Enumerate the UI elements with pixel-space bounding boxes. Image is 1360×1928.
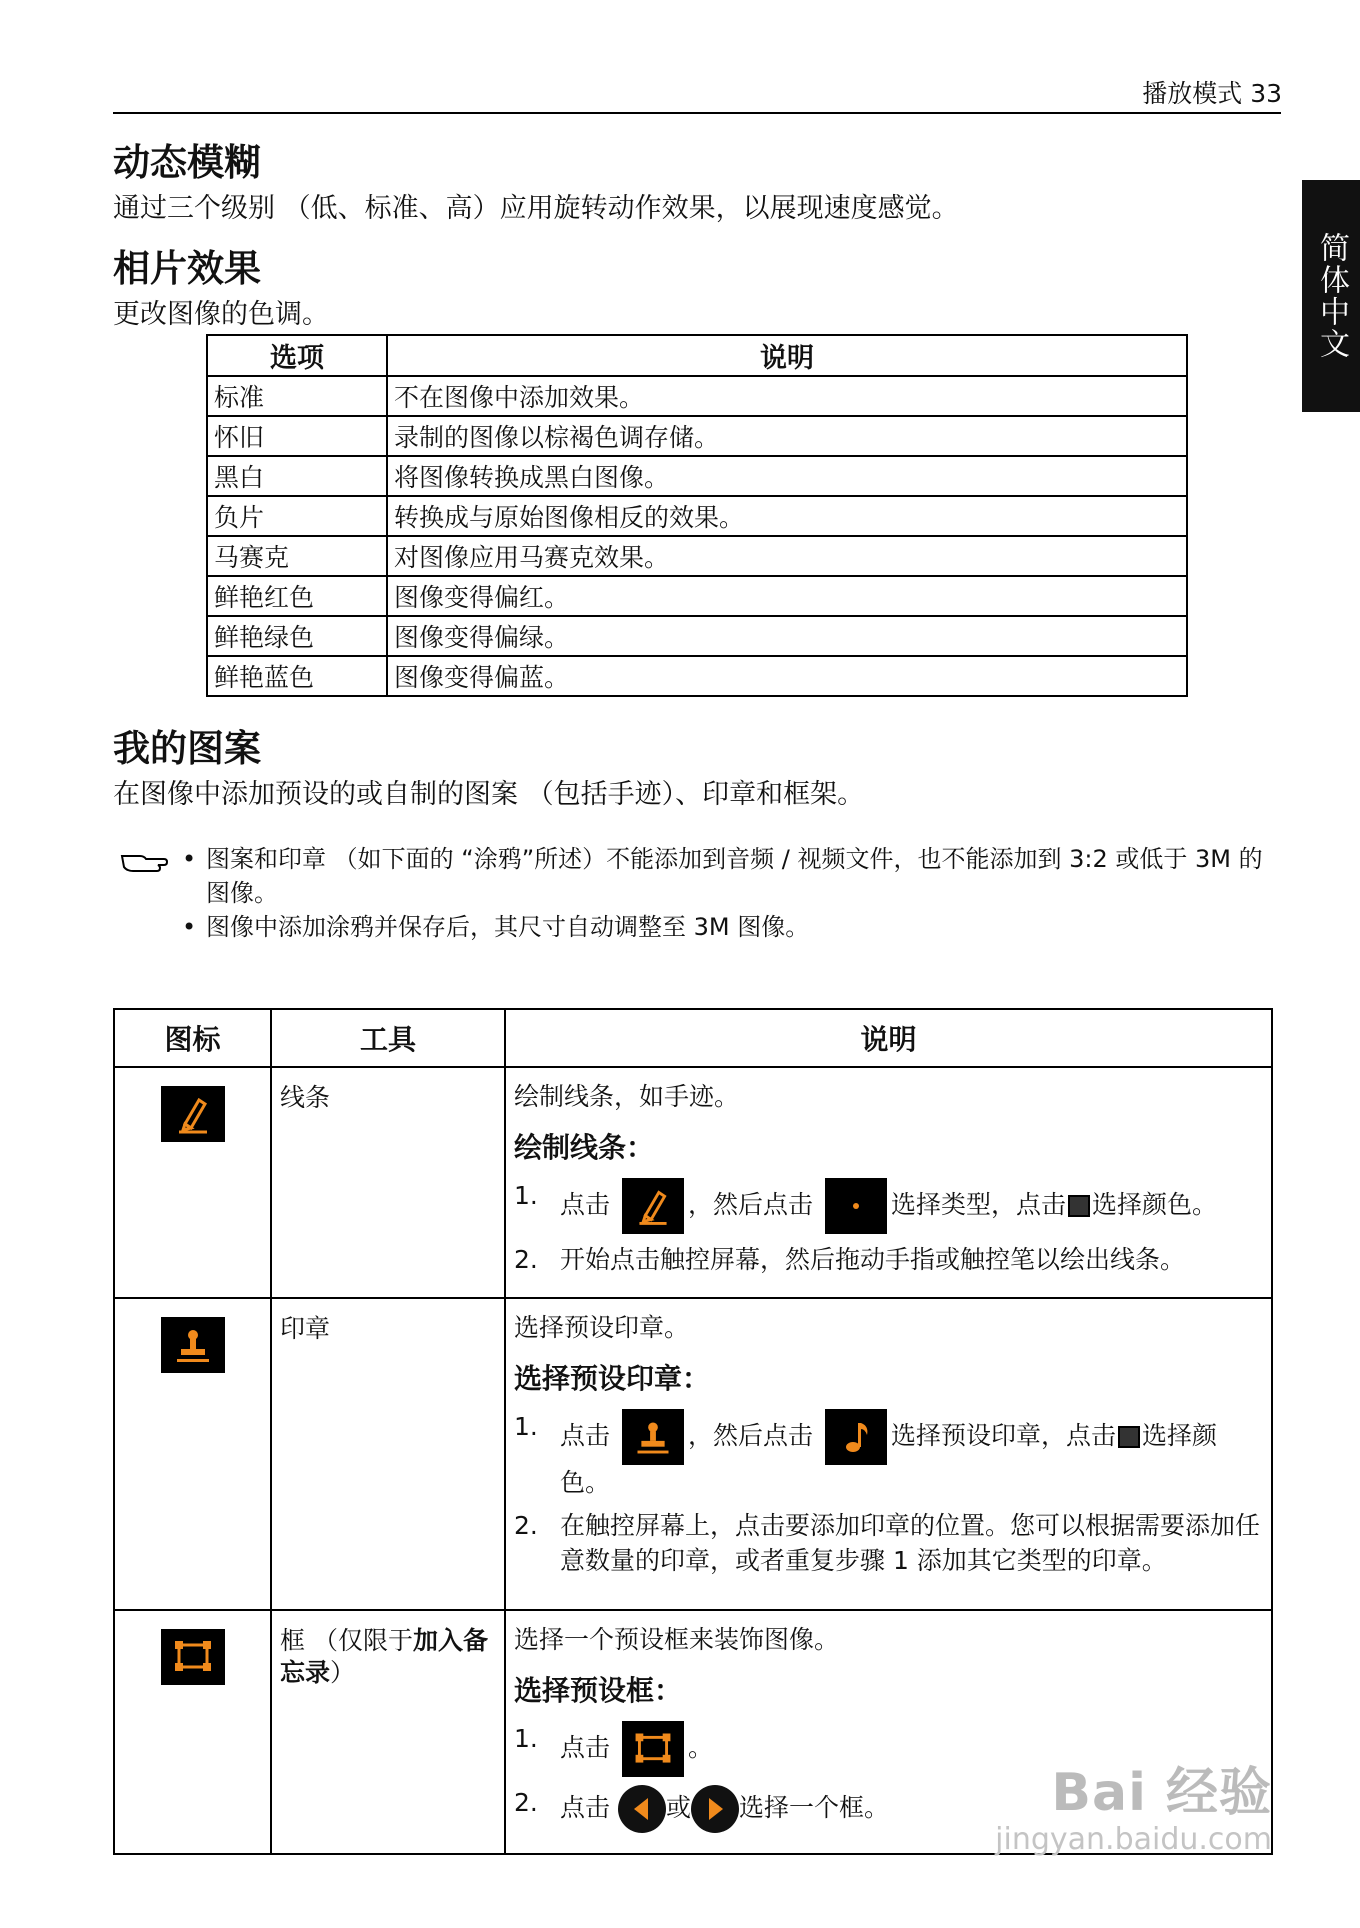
option-cell: 怀旧 <box>207 416 387 456</box>
photo-effect-text: 更改图像的色调。 <box>113 299 329 330</box>
tool-name <box>271 1610 505 1854</box>
column-header: 说明 <box>505 1009 1272 1067</box>
step-text: 点击 <box>560 1190 611 1219</box>
step-text: 。 <box>687 1733 713 1762</box>
description-cell: 将图像转换成黑白图像。 <box>387 456 1187 496</box>
description-cell: 对图像应用马赛克效果。 <box>387 536 1187 576</box>
step-text: 选择颜色。 <box>1091 1190 1217 1219</box>
step-item <box>514 1409 1263 1500</box>
step-text: 点击 <box>560 1421 611 1450</box>
pencil-icon <box>161 1086 225 1142</box>
procedure-title: 选择预设印章： <box>514 1362 711 1395</box>
motion-blur-text: 通过三个级别 （低、标准、高）应用旋转动作效果，以展现速度感觉。 <box>113 193 959 224</box>
icon-cell <box>114 1298 271 1610</box>
table-row <box>207 496 1187 536</box>
description-cell: 图像变得偏蓝。 <box>387 656 1187 696</box>
table-row <box>207 656 1187 696</box>
table-row <box>207 376 1187 416</box>
arrow-right-icon <box>691 1785 739 1833</box>
step-text: ，然后点击 <box>687 1421 813 1450</box>
step-number: 1. <box>514 1724 538 1753</box>
pencil-icon <box>622 1178 684 1234</box>
note-item: • 图像中添加涂鸦并保存后，其尺寸自动调整至 3M 图像。 <box>182 910 1270 944</box>
table-row <box>114 1298 1272 1610</box>
photo-effect-table <box>206 334 1188 697</box>
my-pattern-title: 我的图案 <box>113 727 261 770</box>
tool-name: 印章 <box>271 1298 505 1610</box>
step-number: 2. <box>514 1511 538 1540</box>
arrow-left-icon <box>618 1785 666 1833</box>
stamp-icon <box>622 1409 684 1465</box>
tool-name-emphasis: 加入备忘录 <box>280 1626 488 1687</box>
language-tab <box>1302 180 1360 412</box>
motion-blur-title: 动态模糊 <box>113 141 261 184</box>
step-text: 选择类型，点击 <box>890 1190 1066 1219</box>
step-number: 1. <box>514 1412 538 1441</box>
icon-cell <box>114 1067 271 1298</box>
step-text: 选择一个框。 <box>738 1793 889 1822</box>
description-cell: 图像变得偏红。 <box>387 576 1187 616</box>
description-cell: 录制的图像以棕褐色调存储。 <box>387 416 1187 456</box>
table-row <box>207 576 1187 616</box>
color-swatch-icon <box>1068 1195 1090 1217</box>
step-item <box>514 1242 1263 1277</box>
my-pattern-text: 在图像中添加预设的或自制的图案 （包括手迹）、印章和框架。 <box>113 779 865 810</box>
column-header: 选项 <box>207 335 387 376</box>
step-number: 2. <box>514 1245 538 1274</box>
column-header: 工具 <box>271 1009 505 1067</box>
watermark-logo: Bai 经验 <box>1051 1763 1272 1823</box>
step-number: 1. <box>514 1181 538 1210</box>
tool-name: 线条 <box>271 1067 505 1298</box>
page-number: 33 <box>1250 79 1282 108</box>
step-text: 开始点击触控屏幕，然后拖动手指或触控笔以绘出线条。 <box>560 1245 1186 1274</box>
option-cell: 鲜艳蓝色 <box>207 656 387 696</box>
pattern-tools-table <box>113 1008 1273 1855</box>
step-text: 点击 <box>560 1793 611 1822</box>
procedure-title: 选择预设框： <box>514 1674 683 1707</box>
option-cell: 负片 <box>207 496 387 536</box>
frame-icon <box>622 1721 684 1777</box>
description-cell <box>505 1298 1272 1610</box>
table-header-row <box>207 335 1187 376</box>
description-cell <box>505 1067 1272 1298</box>
page-header <box>1142 74 1282 110</box>
step-text: 选择预设印章，点击 <box>890 1421 1116 1450</box>
icon-cell <box>114 1610 271 1854</box>
option-cell: 黑白 <box>207 456 387 496</box>
option-cell: 鲜艳红色 <box>207 576 387 616</box>
step-item <box>514 1178 1263 1234</box>
column-header: 说明 <box>387 335 1187 376</box>
music-note-icon <box>825 1409 887 1465</box>
step-item <box>514 1508 1263 1578</box>
note-block <box>120 842 1270 944</box>
pointing-hand-icon <box>120 848 168 872</box>
tool-description: 绘制线条，如手迹。 <box>514 1082 740 1111</box>
option-cell: 标准 <box>207 376 387 416</box>
option-cell: 鲜艳绿色 <box>207 616 387 656</box>
language-tab-label: 简体中文 <box>1314 232 1349 360</box>
note-item: • 图案和印章 （如下面的 “涂鸦”所述）不能添加到音频 / 视频文件，也不能添加到 3:2 或低于 3M 的图像。 <box>182 842 1270 910</box>
description-cell: 不在图像中添加效果。 <box>387 376 1187 416</box>
option-cell: 马赛克 <box>207 536 387 576</box>
header-section: 播放模式 <box>1142 79 1243 108</box>
tool-name-text: ） <box>330 1658 356 1687</box>
step-text: 点击 <box>560 1733 611 1762</box>
photo-effect-title: 相片效果 <box>113 247 261 290</box>
table-row <box>114 1067 1272 1298</box>
color-swatch-icon <box>1118 1426 1140 1448</box>
table-header-row <box>114 1009 1272 1067</box>
stamp-icon <box>161 1317 225 1373</box>
header-rule <box>113 112 1281 114</box>
step-text: 或 <box>665 1793 691 1822</box>
table-row <box>207 416 1187 456</box>
tool-description: 选择预设印章。 <box>514 1313 690 1342</box>
step-text: ，然后点击 <box>687 1190 813 1219</box>
table-row <box>207 456 1187 496</box>
watermark-url: jingyan.baidu.com <box>995 1822 1272 1857</box>
frame-icon <box>161 1629 225 1685</box>
description-cell: 转换成与原始图像相反的效果。 <box>387 496 1187 536</box>
tool-description: 选择一个预设框来装饰图像。 <box>514 1625 840 1654</box>
tool-name-text: 框 （仅限于 <box>280 1626 413 1655</box>
table-row <box>207 616 1187 656</box>
column-header: 图标 <box>114 1009 271 1067</box>
step-text: 选择颜色。 <box>560 1421 1217 1497</box>
table-row <box>207 536 1187 576</box>
step-number: 2. <box>514 1788 538 1817</box>
brush-dot-icon <box>825 1178 887 1234</box>
procedure-title: 绘制线条： <box>514 1131 655 1164</box>
description-cell: 图像变得偏绿。 <box>387 616 1187 656</box>
step-text: 在触控屏幕上，点击要添加印章的位置。您可以根据需要添加任意数量的印章，或者重复步骤 1 添加其它类型的印章。 <box>560 1511 1261 1575</box>
